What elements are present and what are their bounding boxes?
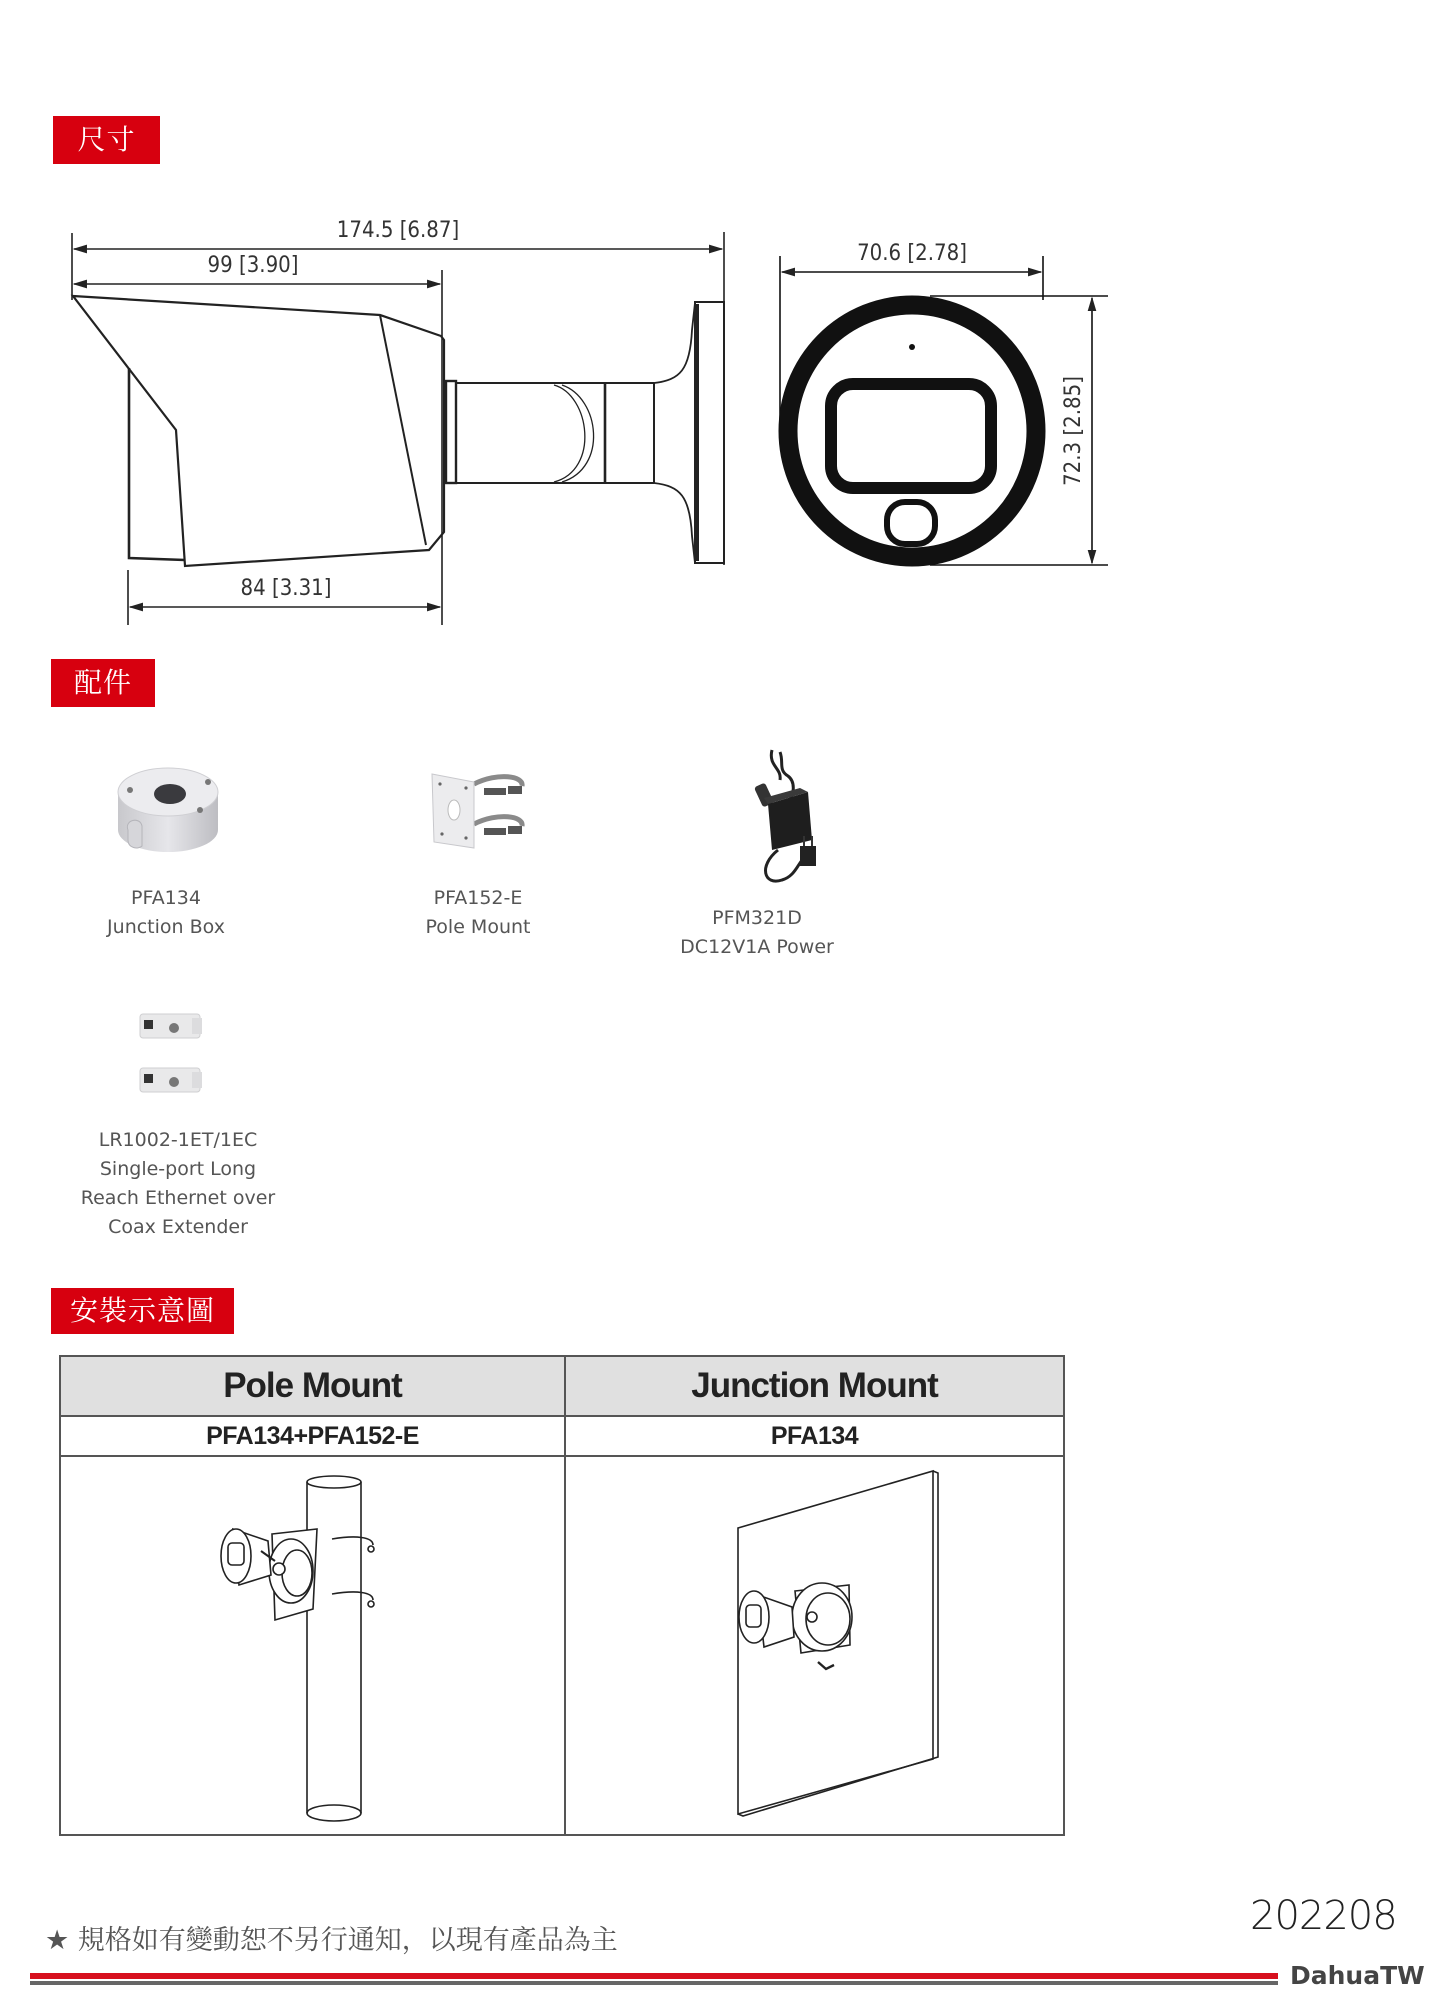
front-lens-window — [831, 384, 991, 488]
accessory-name: Junction Box — [107, 916, 225, 938]
dim-label-total-length: 174.5 [6.87] — [336, 218, 460, 243]
installation-table — [59, 1355, 1065, 1836]
table-parts-pole-mount: PFA134+PFA152-E — [60, 1416, 565, 1456]
table-parts-junction-mount: PFA134 — [565, 1416, 1064, 1456]
base-flare-bottom — [654, 483, 695, 563]
eoc-extender-icon — [136, 1006, 212, 1104]
table-cell-pole-illustration — [60, 1456, 565, 1835]
front-ir-led — [887, 502, 935, 544]
side-view-drawing — [72, 232, 724, 625]
accessory-name-line: Single-port Long — [99, 1158, 257, 1180]
dim-label-front-height: 72.3 [2.85] — [1061, 376, 1086, 486]
accessory-name: Pole Mount — [425, 916, 531, 938]
junction-box-icon — [112, 760, 224, 856]
section-label-installation: 安裝示意圖 — [51, 1288, 234, 1334]
wall-base-plate — [695, 302, 724, 563]
accessory-model: PFA134 — [131, 887, 201, 909]
neck-joint-curve — [554, 385, 585, 482]
dim-label-bottom-length: 84 [3.31] — [240, 576, 332, 601]
accessory-item-pfa134 — [66, 884, 266, 942]
base-flare-top — [654, 303, 695, 383]
document-date-code: 202208 — [1250, 1893, 1397, 1939]
dim-label-body-length: 99 [3.90] — [207, 253, 299, 278]
section-label-accessories: 配件 — [51, 659, 155, 707]
camera-on-wall-illustration — [566, 1457, 1066, 1834]
brand-name: DahuaTW — [1290, 1961, 1425, 1990]
accessory-item-lr1002 — [58, 1126, 298, 1242]
accessory-name-line: Reach Ethernet over — [80, 1187, 276, 1209]
accessory-item-pfm321d — [657, 904, 857, 962]
pole-mount-icon — [428, 768, 528, 852]
section-label-dimensions: 尺寸 — [53, 116, 160, 164]
camera-on-pole-illustration — [61, 1457, 561, 1834]
sunshield-rear — [129, 368, 185, 560]
front-view-drawing — [780, 256, 1108, 565]
accessory-name: DC12V1A Power — [680, 936, 834, 958]
table-header-pole-mount: Pole Mount — [60, 1356, 565, 1416]
accessory-model: LR1002-1ET/1EC — [98, 1129, 258, 1151]
body-seam — [380, 315, 426, 545]
front-sensor-dot — [909, 344, 915, 350]
table-header-junction-mount: Junction Mount — [565, 1356, 1064, 1416]
table-cell-junction-illustration — [565, 1456, 1064, 1835]
extender-unit — [140, 1014, 202, 1038]
footer-disclaimer: ★ 規格如有變動恕不另行通知，以現有產品為主 — [45, 1925, 618, 1956]
accessory-item-pfa152e — [378, 884, 578, 942]
dimension-drawing — [0, 0, 1440, 700]
accessory-name-line: Coax Extender — [108, 1216, 248, 1238]
dim-label-front-width: 70.6 [2.78] — [857, 241, 967, 266]
neck-collar — [446, 381, 456, 483]
extender-unit — [140, 1068, 202, 1092]
accessory-model: PFA152-E — [433, 887, 523, 909]
accessory-model: PFM321D — [712, 907, 802, 929]
power-adapter-icon — [738, 746, 834, 892]
footer-rule-red — [30, 1973, 1278, 1979]
footer-rule-grey — [30, 1981, 1278, 1985]
